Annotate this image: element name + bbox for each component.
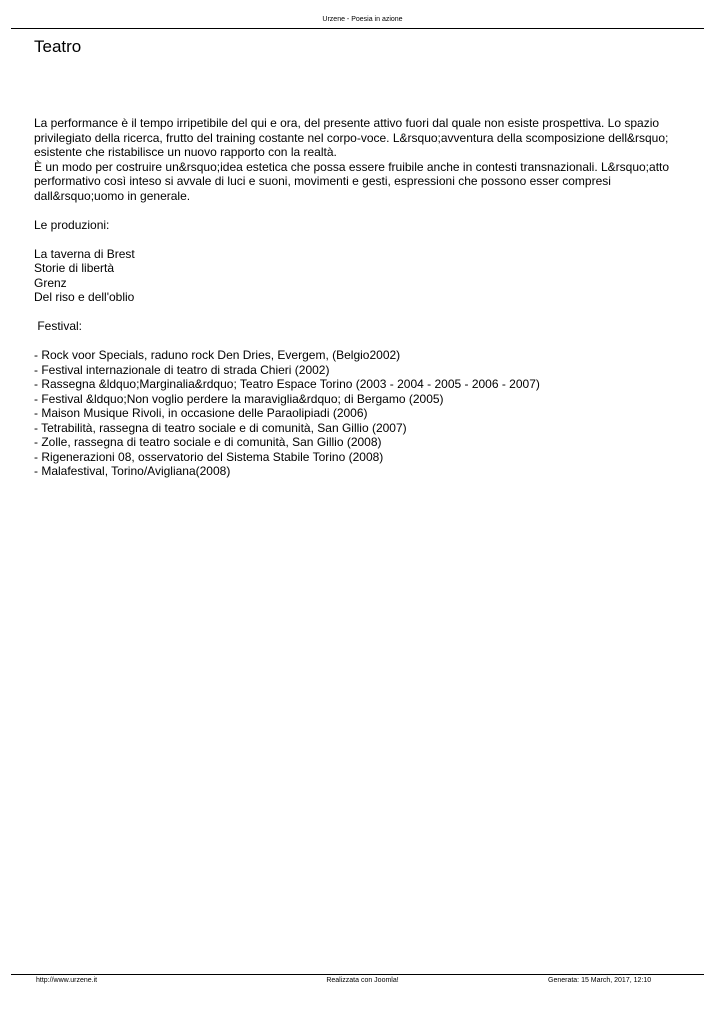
- intro-line: dall&rsquo;uomo in generale.: [34, 188, 191, 203]
- production-item: Grenz: [34, 275, 67, 290]
- production-item: La taverna di Brest: [34, 246, 135, 261]
- intro-line: esistente che ristabilisce un nuovo rapporto con la realtà.: [34, 145, 337, 159]
- intro-line: performativo così inteso si avvale di luci e suoni, movimenti e gesti, espressioni che possono esser compresi: [34, 174, 611, 188]
- festival-item: - Rigenerazioni 08, osservatorio del Sistema Stabile Torino (2008): [34, 449, 384, 464]
- footer-made-with: Realizzata con Joomla!: [326, 977, 399, 984]
- festival-item: - Rock voor Specials, raduno rock Den Dries, Evergem, (Belgio2002): [34, 348, 401, 362]
- productions-list: [34, 247, 694, 305]
- intro-line: La performance è il tempo irripetibile del qui e ora, del presente attivo fuori dal quale non esiste prospettiva. Lo spazio: [34, 116, 660, 130]
- intro-paragraph: [34, 116, 694, 203]
- festival-list: [34, 348, 694, 479]
- article-body: [34, 116, 694, 479]
- festival-item: - Malafestival, Torino/Avigliana(2008): [34, 464, 231, 478]
- festival-item: - Tetrabilità, rassegna di teatro sociale e di comunità, San Gillio (2007): [34, 420, 407, 435]
- footer-url-link[interactable]: http://www.urzene.it: [36, 977, 98, 984]
- intro-line: privilegiato della ricerca, frutto del training costante nel corpo-voce. L&rsquo;avventura della scomposizione dell&rsquo;: [34, 130, 669, 145]
- productions-heading: Le produzioni:: [34, 217, 110, 232]
- production-item: Storie di libertà: [34, 261, 115, 275]
- festival-item: - Festival internazionale di teatro di strada Chieri (2002): [34, 362, 330, 377]
- site-title: Urzene - Poesia in azione: [322, 16, 403, 23]
- header-divider: [11, 28, 704, 29]
- production-item: Del riso e dell'oblio: [34, 290, 135, 304]
- festival-item: - Rassegna &ldquo;Marginalia&rdquo; Teatro Espace Torino (2003 - 2004 - 2005 - 2006 - 2007): [34, 377, 540, 391]
- festival-item: - Zolle, rassegna di teatro sociale e di comunità, San Gillio (2008): [34, 435, 382, 449]
- intro-line: È un modo per costruire un&rsquo;idea estetica che possa essere fruibile anche in contesti transnazionali. L&rsquo;atto: [34, 159, 670, 174]
- festival-heading: Festival:: [34, 319, 83, 333]
- festival-item: - Festival &ldquo;Non voglio perdere la maraviglia&rdquo; di Bergamo (2005): [34, 391, 444, 406]
- footer-generated-date: Generata: 15 March, 2017, 12:10: [548, 977, 652, 984]
- page-title: Teatro: [34, 37, 82, 56]
- footer-divider: [11, 974, 704, 975]
- festival-item: - Maison Musique Rivoli, in occasione delle Paraolipiadi (2006): [34, 406, 368, 420]
